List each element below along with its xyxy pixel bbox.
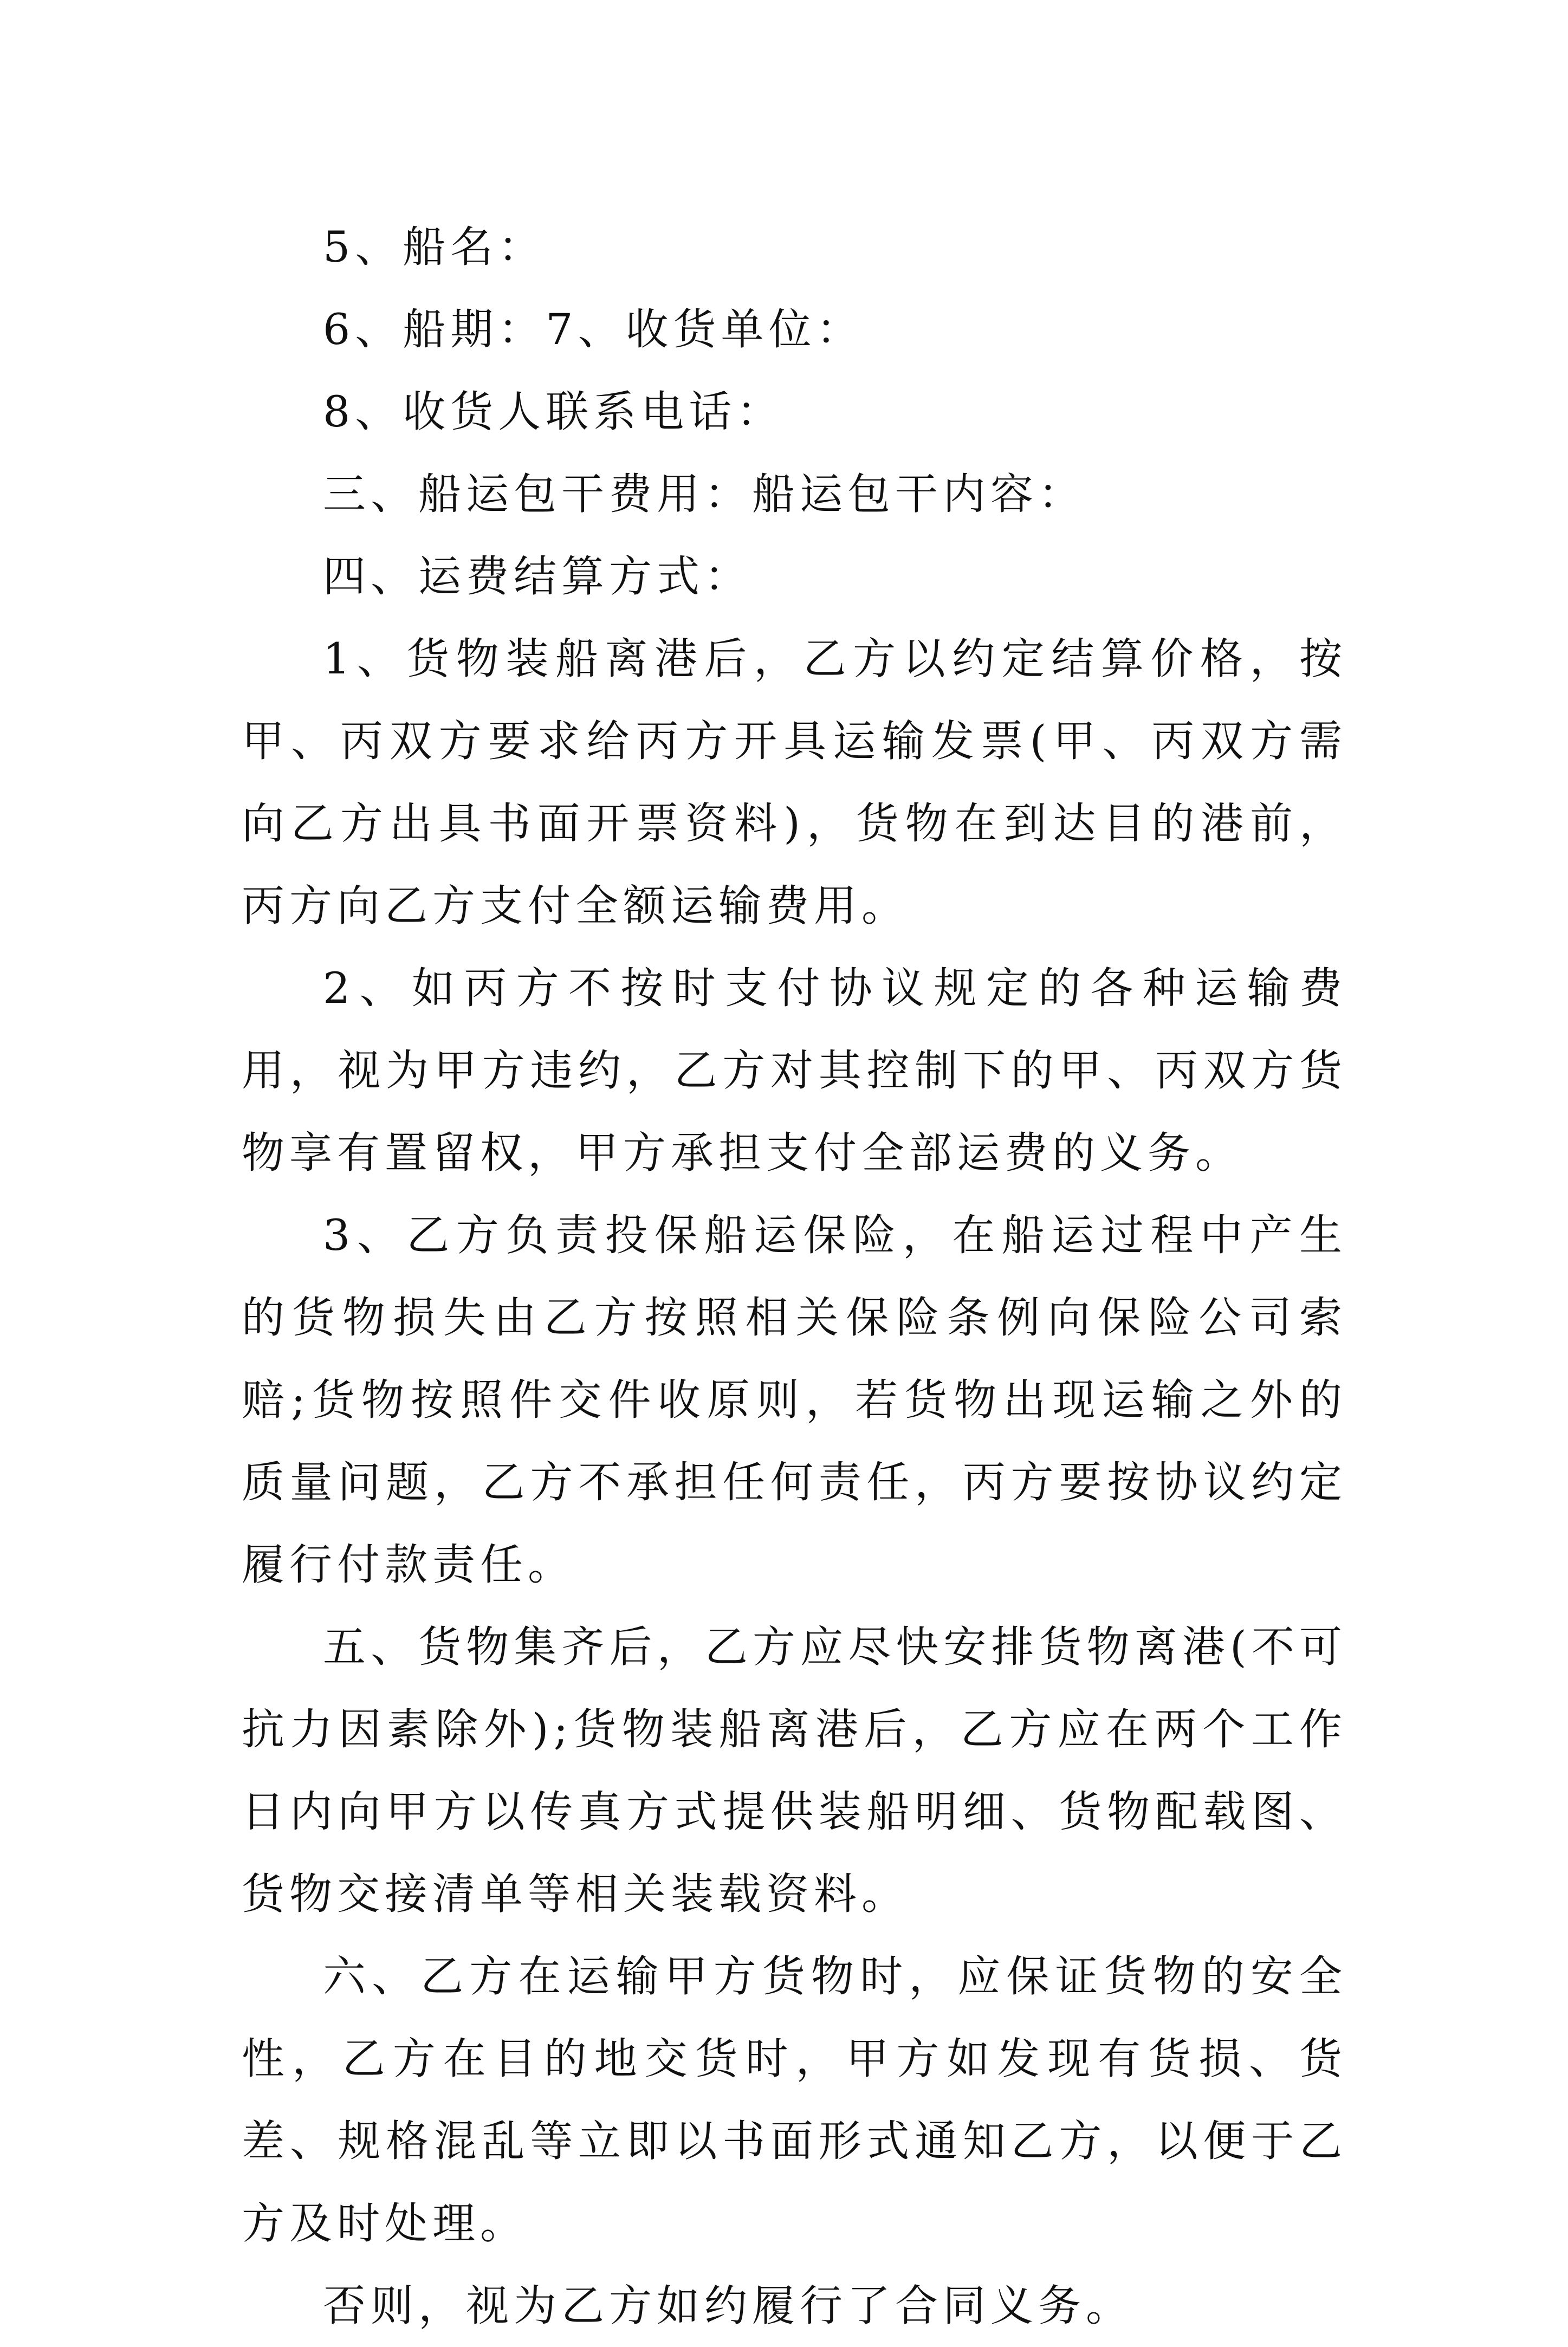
- field-ship-name: 5、船名：: [323, 222, 546, 272]
- paragraph-clause-3: 3、乙方负责投保船运保险，在船运过程中产生的货物损失由乙方按照相关保险条例向保险公司索赔;货物按照件交件收原则，若货物出现运输之外的质量问题，乙方不承担任何责任，丙方要按协议约定履行付款责任。: [242, 1210, 1347, 1590]
- section-heading-settlement: 四、运费结算方式：: [323, 552, 752, 601]
- paragraph-closing: 否则，视为乙方如约履行了合同义务。: [323, 2281, 1133, 2331]
- document-body: [242, 206, 1347, 2347]
- paragraph-section-6: 六、乙方在运输甲方货物时，应保证货物的安全性，乙方在目的地交货时，甲方如发现有货损、货差、规格混乱等立即以书面形式通知乙方，以便于乙方及时处理。: [242, 1951, 1347, 2248]
- paragraph-section-5: 五、货物集齐后，乙方应尽快安排货物离港(不可抗力因素除外);货物装船离港后，乙方应在两个工作日内向甲方以传真方式提供装船明细、货物配载图、货物交接清单等相关装载资料。: [242, 1622, 1347, 1919]
- paragraph-clause-1: 1、货物装船离港后，乙方以约定结算价格，按甲、丙双方要求给丙方开具运输发票(甲、丙双方需向乙方出具书面开票资料)，货物在到达目的港前，丙方向乙方支付全额运输费用。: [242, 634, 1347, 931]
- paragraph-clause-2: 2、如丙方不按时支付协议规定的各种运输费用，视为甲方违约，乙方对其控制下的甲、丙双方货物享有置留权，甲方承担支付全部运费的义务。: [242, 963, 1347, 1178]
- section-heading-shipping-fee: 三、船运包干费用：船运包干内容：: [323, 469, 1086, 519]
- field-consignee-phone: 8、收货人联系电话：: [323, 387, 785, 437]
- field-ship-date-consignee: 6、船期：7、收货单位：: [323, 304, 864, 354]
